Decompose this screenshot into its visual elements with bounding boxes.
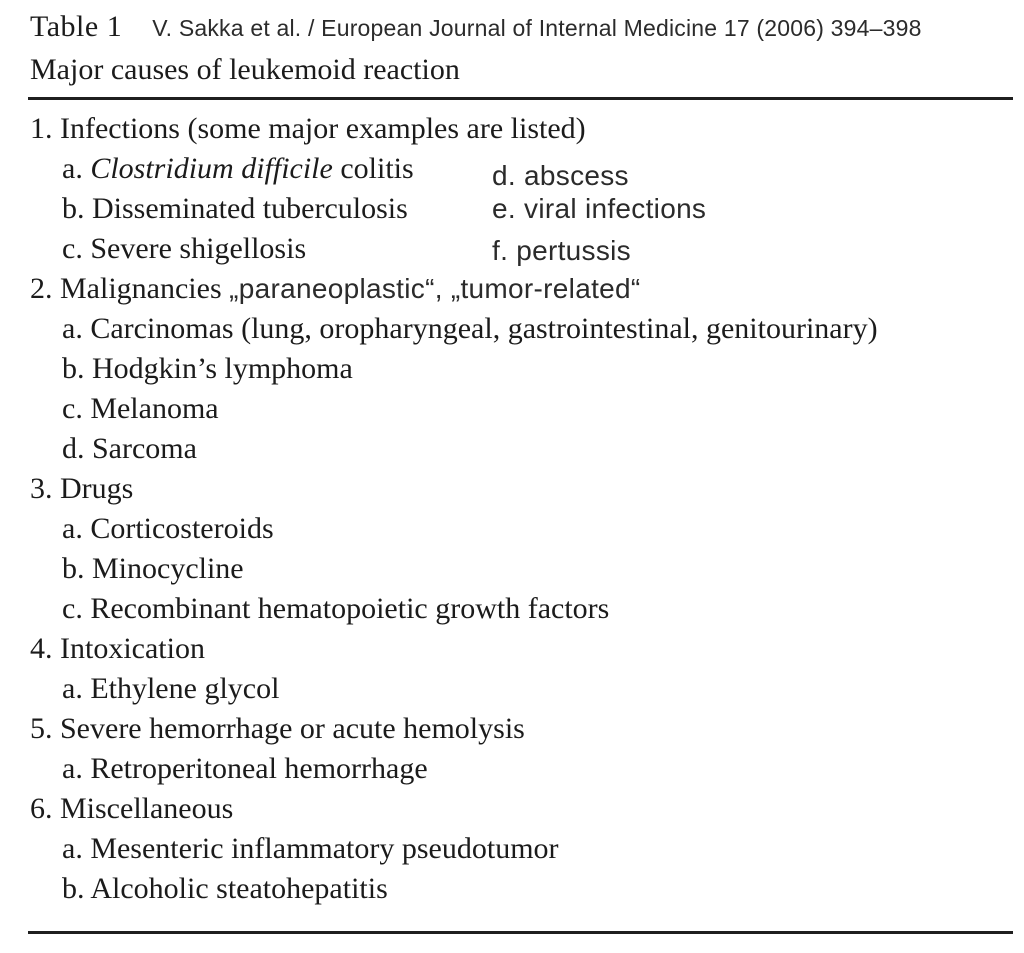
item-3a: a. Corticosteroids <box>62 512 274 545</box>
item-3c: c. Recombinant hematopoietic growth factors <box>62 592 610 625</box>
item-5a: a. Retroperitoneal hemorrhage <box>62 752 428 785</box>
table-number-label: Table 1 <box>30 10 123 43</box>
item-6b: b. Alcoholic steatohepatitis <box>62 872 388 905</box>
annotation-item-f: f. pertussis <box>492 235 631 266</box>
item-2c: c. Melanoma <box>62 392 219 425</box>
section-2-heading <box>30 269 1024 309</box>
item-6a: a. Mesenteric inflammatory pseudotumor <box>62 832 559 865</box>
item-2d: d. Sarcoma <box>62 432 197 465</box>
item-2b: b. Hodgkin’s lymphoma <box>62 352 353 385</box>
annotation-item-d: d. abscess <box>492 160 629 191</box>
section-2-heading-serif: 2. Malignancies <box>30 272 230 305</box>
journal-citation: V. Sakka et al. / European Journal of Internal Medicine 17 (2006) 394–398 <box>152 15 922 41</box>
item-4a: a. Ethylene glycol <box>62 672 280 705</box>
item-2a: a. Carcinomas (lung, oropharyngeal, gastrointestinal, genitourinary) <box>62 312 878 345</box>
cause-list <box>0 109 1024 909</box>
top-rule <box>28 97 1013 100</box>
annotation-item-e: e. viral infections <box>492 193 707 224</box>
bottom-rule <box>28 931 1013 934</box>
item-1a-suffix: colitis <box>332 152 414 185</box>
table-title: Major causes of leukemoid reaction <box>30 53 460 86</box>
item-1c: c. Severe shigellosis <box>62 232 307 265</box>
section-5-heading: 5. Severe hemorrhage or acute hemolysis <box>30 712 525 745</box>
section-3-heading: 3. Drugs <box>30 472 134 505</box>
section-2-heading-annotation: „paraneoplastic“, „tumor-related“ <box>229 273 641 304</box>
section-4-heading: 4. Intoxication <box>30 632 205 665</box>
item-3b: b. Minocycline <box>62 552 244 585</box>
section-6-heading: 6. Miscellaneous <box>30 792 234 825</box>
item-1a-species-italic: Clostridium difficile <box>90 152 333 185</box>
item-1a-prefix: a. <box>62 152 91 185</box>
table-caption-line <box>0 0 1024 47</box>
section-1-heading: 1. Infections (some major examples are listed) <box>30 112 586 145</box>
item-1b: b. Disseminated tuberculosis <box>62 192 408 225</box>
